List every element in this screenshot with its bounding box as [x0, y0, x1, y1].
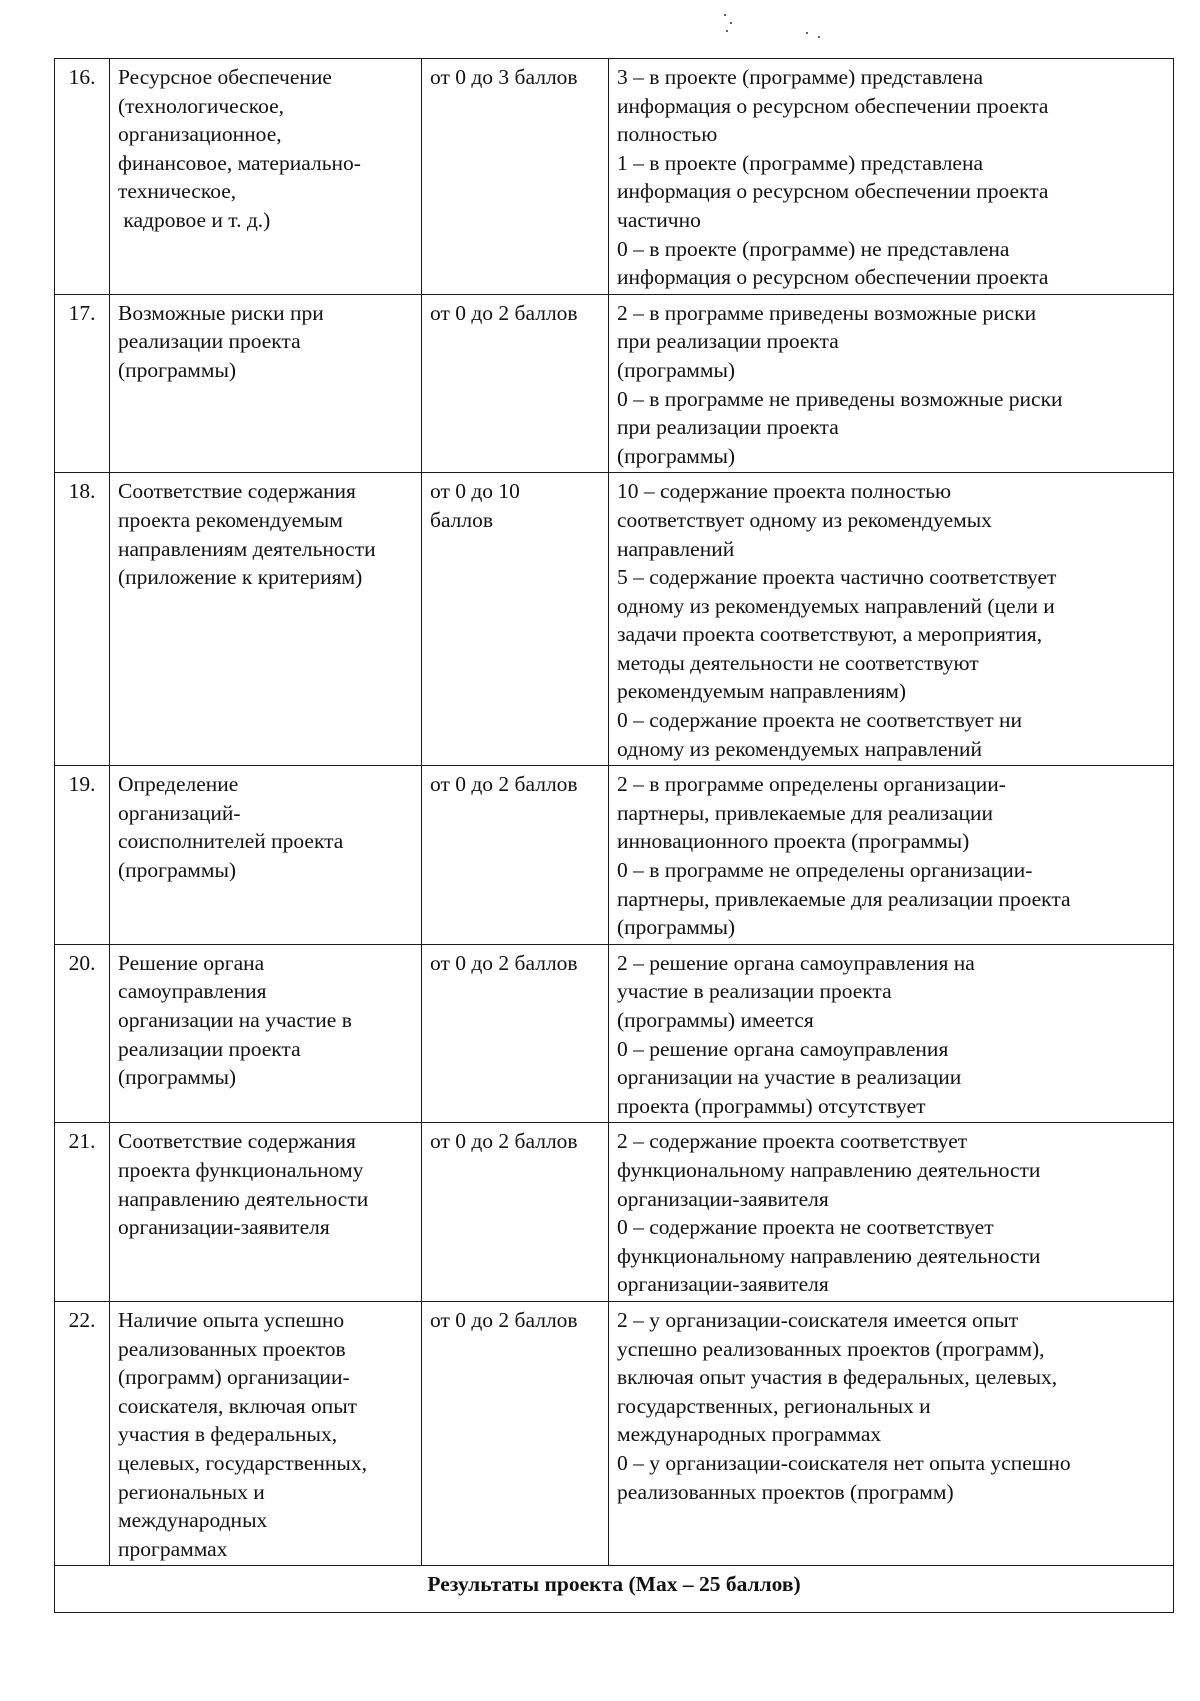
criterion-cell-line: реализации проекта — [118, 1036, 301, 1061]
score-description-cell-line: (программы) имеется — [617, 1008, 814, 1032]
score-range-cell-line: баллов — [430, 507, 494, 532]
criterion-cell-line: целевых, государственных, — [118, 1450, 367, 1475]
criterion-cell-line: Возможные риски при — [118, 300, 324, 325]
criterion-cell-line: международных — [118, 1508, 268, 1533]
score-description-cell-line: соответствует одному из рекомендуемых — [617, 507, 992, 532]
score-description-cell-line: успешно реализованных проектов (программ), — [617, 1336, 1045, 1361]
criterion-cell-line: направлениям деятельности — [118, 536, 376, 561]
criterion-cell-line: реализации проекта — [118, 329, 301, 354]
scan-speck — [806, 32, 808, 34]
row-number: 17. — [55, 294, 110, 473]
score-description-cell — [609, 473, 1174, 766]
score-description-cell-line: 2 – в программе приведены возможные риски — [617, 300, 1037, 325]
criterion-cell-line: организации на участие в — [118, 1008, 352, 1032]
scan-speck — [730, 22, 732, 24]
criterion-cell-line: финансовое, материально- — [118, 150, 361, 175]
score-description-cell-line: 0 – в программе не приведены возможные риски — [617, 386, 1063, 411]
score-description-cell-line: 2 – в программе определены организации- — [617, 772, 1006, 797]
score-description-cell-line: 0 – в проекте (программе) не представлена — [617, 236, 1010, 261]
row-number: 19. — [55, 766, 110, 945]
score-description-cell — [609, 944, 1174, 1123]
score-description-cell-line: 0 – решение органа самоуправления — [617, 1036, 949, 1061]
score-description-cell-line: организации-заявителя — [617, 1272, 829, 1297]
criterion-cell-line: кадровое и т. д.) — [118, 207, 271, 232]
score-description-cell-line: направлений — [617, 536, 735, 561]
score-range-cell — [422, 766, 609, 945]
score-range-cell — [422, 294, 609, 473]
criterion-cell-line: реализованных проектов — [118, 1336, 346, 1361]
criterion-cell — [110, 1301, 422, 1565]
score-range-cell-line: от 0 до 2 баллов — [430, 300, 578, 325]
score-description-cell — [609, 1301, 1174, 1565]
score-description-cell-line: 0 – у организации-соискателя нет опыта успешно — [617, 1450, 1071, 1475]
criterion-cell-line: участия в федеральных, — [118, 1422, 338, 1447]
criterion-cell-line: проекта рекомендуемым — [118, 507, 343, 532]
scan-speck — [818, 36, 820, 38]
score-description-cell — [609, 294, 1174, 473]
score-range-cell-line: от 0 до 2 баллов — [430, 950, 578, 975]
score-range-cell-line: от 0 до 2 баллов — [430, 772, 578, 797]
score-description-cell-line: при реализации проекта — [617, 329, 839, 354]
score-description-cell-line: 0 – содержание проекта не соответствует — [617, 1215, 994, 1240]
score-description-cell-line: одному из рекомендуемых направлений (цели и — [617, 593, 1055, 618]
score-description-cell-line: 5 – содержание проекта частично соответствует — [617, 565, 1057, 590]
criteria-row — [55, 1301, 1174, 1565]
criterion-cell-line: самоуправления — [118, 979, 267, 1004]
score-range-cell — [422, 59, 609, 295]
row-number: 18. — [55, 473, 110, 766]
score-description-cell-line: частично — [617, 207, 701, 232]
score-description-cell-line: 3 – в проекте (программе) представлена — [617, 65, 984, 89]
score-description-cell-line: международных программах — [617, 1422, 882, 1447]
criterion-cell-line: региональных и — [118, 1479, 265, 1504]
score-range-cell — [422, 1301, 609, 1565]
score-description-cell-line: одному из рекомендуемых направлений — [617, 736, 983, 761]
score-description-cell-line: партнеры, привлекаемые для реализации проекта — [617, 886, 1071, 911]
criterion-cell — [110, 1123, 422, 1302]
score-description-cell-line: партнеры, привлекаемые для реализации — [617, 800, 993, 825]
score-description-cell-line: информация о ресурсном обеспечении проекта — [617, 93, 1049, 118]
score-description-cell-line: организации-заявителя — [617, 1186, 829, 1211]
criterion-cell-line: соисполнителей проекта — [118, 829, 344, 854]
section-results-heading: Результаты проекта (Max – 25 баллов) — [55, 1566, 1174, 1613]
criterion-cell-line: (технологическое, — [118, 93, 285, 118]
score-description-cell-line: 2 – у организации-соискателя имеется опыт — [617, 1307, 1019, 1332]
criterion-cell-line: (программы) — [118, 357, 237, 382]
criterion-cell-line: проекта функциональному — [118, 1157, 364, 1182]
score-description-cell-line: участие в реализации проекта — [617, 979, 892, 1004]
scan-speck — [726, 30, 728, 32]
score-range-cell-line: от 0 до 2 баллов — [430, 1307, 578, 1332]
criterion-cell-line: направлению деятельности — [118, 1186, 369, 1211]
score-description-cell-line: 0 – содержание проекта не соответствует ни — [617, 708, 1022, 733]
criterion-cell-line: Наличие опыта успешно — [118, 1307, 345, 1332]
score-description-cell — [609, 1123, 1174, 1302]
score-description-cell-line: функциональному направлению деятельности — [617, 1157, 1041, 1182]
score-description-cell-line: проекта (программы) отсутствует — [617, 1093, 926, 1118]
criterion-cell — [110, 766, 422, 945]
criterion-cell-line: техническое, — [118, 179, 237, 204]
criterion-cell-line: Соответствие содержания — [118, 1129, 356, 1154]
score-range-cell-line: от 0 до 10 — [430, 479, 520, 504]
score-description-cell-line: при реализации проекта — [617, 415, 839, 440]
score-range-cell-line: от 0 до 3 баллов — [430, 65, 578, 89]
score-description-cell-line: включая опыт участия в федеральных, целевых, — [617, 1365, 1058, 1390]
criterion-cell-line: (приложение к критериям) — [118, 565, 363, 590]
score-description-cell-line: 1 – в проекте (программе) представлена — [617, 150, 984, 175]
criterion-cell — [110, 473, 422, 766]
criterion-cell — [110, 294, 422, 473]
score-description-cell-line: задачи проекта соответствуют, а мероприятия, — [617, 622, 1043, 647]
row-number: 20. — [55, 944, 110, 1123]
score-description-cell-line: инновационного проекта (программы) — [617, 829, 970, 854]
criteria-row — [55, 473, 1174, 766]
criterion-cell-line: Решение органа — [118, 950, 265, 975]
row-number: 16. — [55, 59, 110, 295]
criterion-cell-line: организации-заявителя — [118, 1215, 330, 1240]
score-description-cell-line: полностью — [617, 122, 718, 147]
score-description-cell — [609, 766, 1174, 945]
criterion-cell-line: Определение — [118, 772, 239, 797]
criterion-cell-line: организаций- — [118, 800, 241, 825]
footer-row — [55, 1566, 1174, 1613]
score-description-cell-line: 0 – в программе не определены организации- — [617, 858, 1033, 883]
score-description-cell-line: (программы) — [617, 915, 736, 940]
criterion-cell-line: Соответствие содержания — [118, 479, 356, 504]
criterion-cell-line: (программы) — [118, 858, 237, 883]
score-description-cell — [609, 59, 1174, 295]
criteria-row — [55, 294, 1174, 473]
score-description-cell-line: функциональному направлению деятельности — [617, 1243, 1041, 1268]
criterion-cell-line: организационное, — [118, 122, 282, 147]
score-description-cell-line: информация о ресурсном обеспечении проекта — [617, 179, 1049, 204]
score-description-cell-line: 2 – содержание проекта соответствует — [617, 1129, 968, 1154]
score-range-cell-line: от 0 до 2 баллов — [430, 1129, 578, 1154]
score-range-cell — [422, 944, 609, 1123]
criteria-table-body — [55, 59, 1174, 1613]
criterion-cell-line: программах — [118, 1536, 228, 1561]
criteria-table — [54, 58, 1174, 1613]
score-description-cell-line: реализованных проектов (программ) — [617, 1479, 954, 1504]
row-number: 21. — [55, 1123, 110, 1302]
score-description-cell-line: методы деятельности не соответствуют — [617, 650, 979, 675]
criterion-cell-line: (программы) — [118, 1065, 237, 1090]
score-range-cell — [422, 1123, 609, 1302]
criteria-row — [55, 59, 1174, 295]
score-range-cell — [422, 473, 609, 766]
score-description-cell-line: (программы) — [617, 443, 736, 468]
score-description-cell-line: (программы) — [617, 357, 736, 382]
score-description-cell-line: информация о ресурсном обеспечении проекта — [617, 265, 1049, 290]
scan-speck — [724, 14, 726, 16]
score-description-cell-line: организации на участие в реализации — [617, 1065, 962, 1090]
criterion-cell-line: (программ) организации- — [118, 1365, 350, 1390]
score-description-cell-line: 2 – решение органа самоуправления на — [617, 950, 975, 975]
score-description-cell-line: 10 – содержание проекта полностью — [617, 479, 952, 504]
criterion-cell — [110, 59, 422, 295]
criteria-row — [55, 1123, 1174, 1302]
criterion-cell — [110, 944, 422, 1123]
criteria-row — [55, 766, 1174, 945]
criterion-cell-line: Ресурсное обеспечение — [118, 65, 332, 89]
score-description-cell-line: государственных, региональных и — [617, 1393, 931, 1418]
criteria-row — [55, 944, 1174, 1123]
score-description-cell-line: рекомендуемым направлениям) — [617, 679, 906, 704]
row-number: 22. — [55, 1301, 110, 1565]
criterion-cell-line: соискателя, включая опыт — [118, 1393, 358, 1418]
